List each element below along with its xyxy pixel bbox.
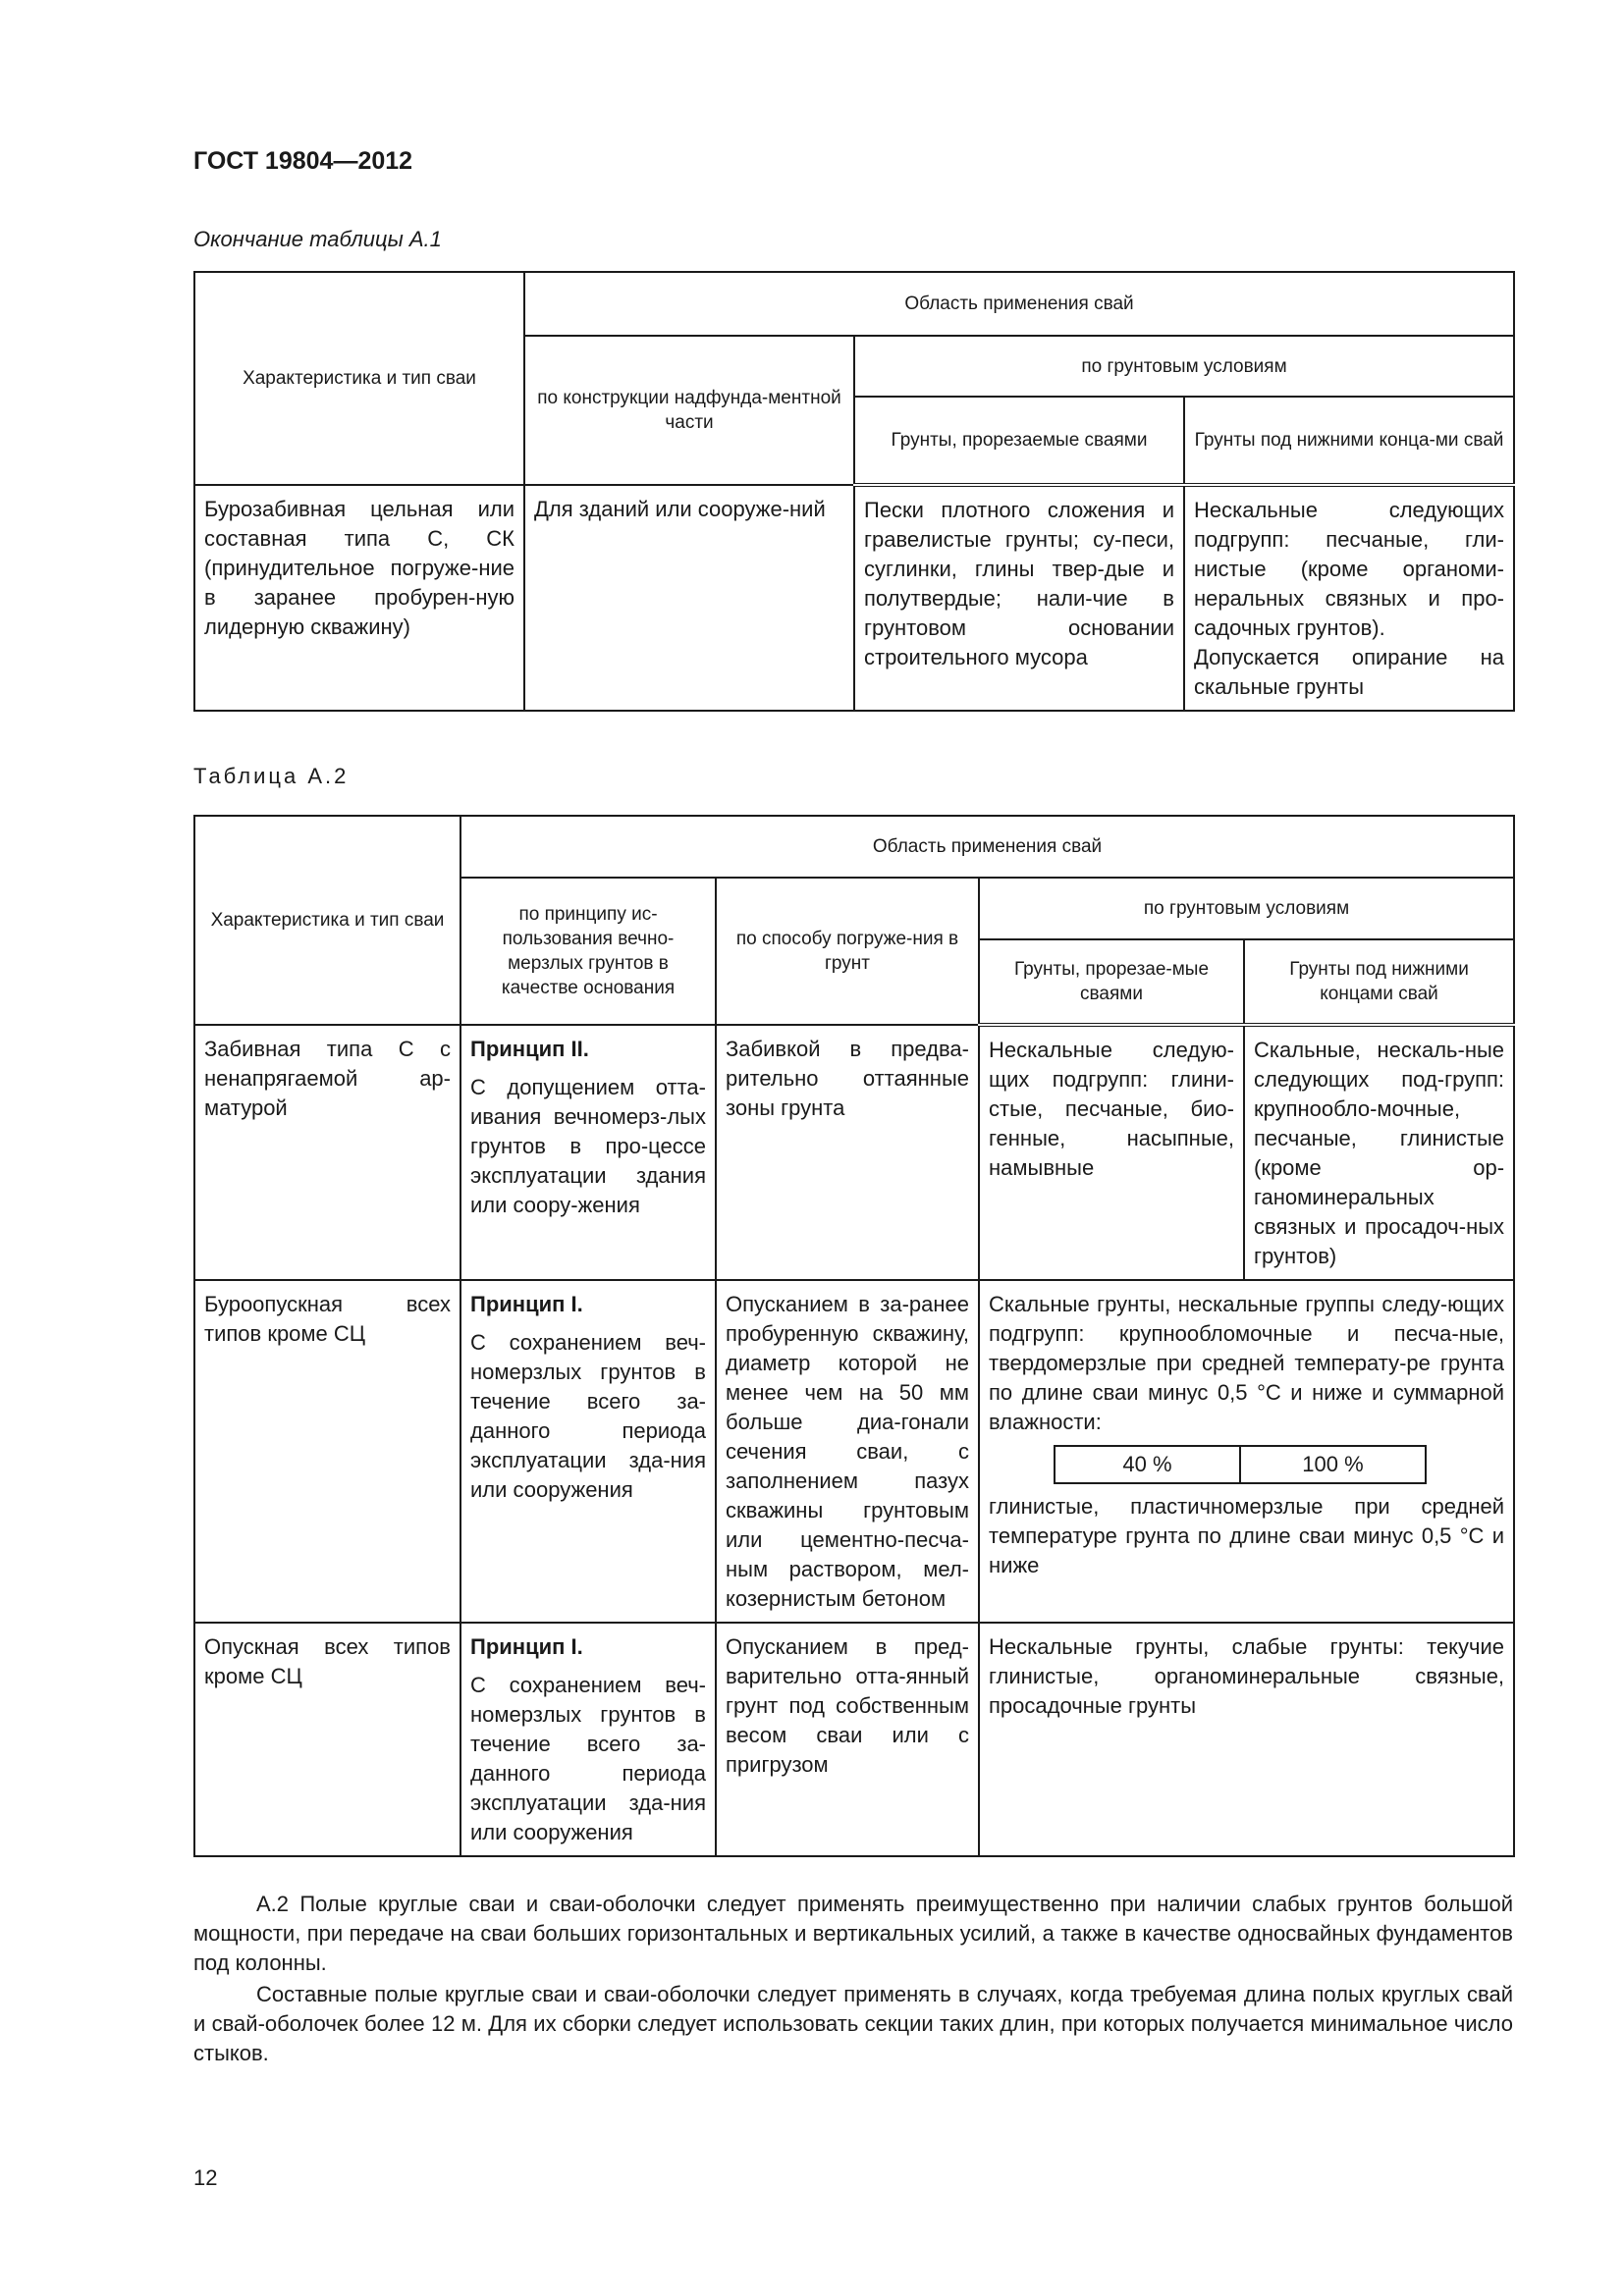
t2-row3-char: Опускная всех типов кроме СЦ bbox=[194, 1623, 460, 1856]
t1-header-by-construction: по конструкции надфунда-ментной части bbox=[524, 336, 854, 485]
t1-header-soils-lower: Грунты под нижними конца-ми свай bbox=[1184, 397, 1514, 485]
paragraph-composite-piles: Составные полые круглые сваи и сваи-оболочки следует применять в случаях, когда требуемая длина полых круглых свай и свай-оболочек более 12 м. Для их сборки следует использовать секции таких длин, при которых получается минимальное число стыков. bbox=[193, 1982, 1513, 2065]
t2-header-soils-lower: Грунты под нижними концами свай bbox=[1244, 939, 1514, 1025]
table-a2 bbox=[193, 815, 1515, 1857]
t1-cell-soils-cut: Пески плотного сложения и гравелистые грунты; су-песи, суглинки, глины твер-дые и полутвердые; нали-чие в грунтовом основании строительного мусора bbox=[854, 485, 1184, 711]
table-a1-end bbox=[193, 271, 1515, 712]
table-row bbox=[194, 485, 1514, 711]
table-row bbox=[194, 1025, 1514, 1280]
t2-row2-principle-title: Принцип I. bbox=[470, 1292, 583, 1316]
table-row bbox=[194, 1623, 1514, 1856]
table-row bbox=[194, 1280, 1514, 1623]
t1-header-char-type: Характеристика и тип сваи bbox=[194, 272, 524, 485]
t2-row3-principle bbox=[460, 1623, 716, 1856]
t1-header-area: Область применения свай bbox=[524, 272, 1514, 336]
t2-row1-principle-title: Принцип II. bbox=[470, 1037, 589, 1061]
t2-header-char-type: Характеристика и тип сваи bbox=[194, 816, 460, 1025]
moisture-table bbox=[1054, 1445, 1427, 1484]
t2-header-by-soil: по грунтовым условиям bbox=[979, 878, 1514, 939]
table2-caption: Таблица А.2 bbox=[193, 764, 350, 788]
t2-header-by-method: по способу погруже-ния в грунт bbox=[716, 878, 979, 1025]
t1-header-by-soil: по грунтовым условиям bbox=[854, 336, 1514, 397]
t2-row1-method: Забивкой в предва-рительно оттаянные зоны грунта bbox=[716, 1025, 979, 1280]
t2-row1-char: Забивная типа С с ненапрягаемой ар-матурой bbox=[194, 1025, 460, 1280]
page-number: 12 bbox=[193, 2165, 218, 2190]
t2-row1-soils-cut: Нескальные следую-щих подгрупп: глини-стые, песчаные, био-генные, насыпные, намывные bbox=[979, 1025, 1244, 1280]
t2-header-area: Область применения свай bbox=[460, 816, 1514, 878]
t2-row2-soils-text2: глинистые, пластичномерзлые при средней температуре грунта по длине сваи минус 0,5 °С и ниже bbox=[989, 1494, 1505, 1577]
t2-row2-soils-text1: Скальные грунты, нескальные группы следу-ющих подгрупп: крупнообломочные и песча-ные, твердомерзлые при средней температу-ре грунта по длине сваи минус 0,5 °С и ниже и суммарной влажности: bbox=[989, 1292, 1505, 1434]
moisture-value-40: 40 % bbox=[1055, 1446, 1240, 1483]
t1-header-soils-cut: Грунты, прорезаемые сваями bbox=[854, 397, 1184, 485]
t2-row1-soils-lower: Скальные, нескаль-ные следующих под-групп: крупнообло-мочные, песчаные, глинистые (кроме ор-ганоминеральных связных и просадоч-ных грунтов) bbox=[1244, 1025, 1514, 1280]
table1-caption: Окончание таблицы А.1 bbox=[193, 227, 442, 251]
t2-header-by-principle: по принципу ис-пользования вечно-мерзлых грунтов в качестве основания bbox=[460, 878, 716, 1025]
t2-row3-principle-text: С сохранением веч-номерзлых грунтов в течение всего за-данного периода эксплуатации зда-ния или сооружения bbox=[470, 1673, 706, 1844]
t2-row2-method: Опусканием в за-ранее пробуренную скважину, диаметр которой не менее чем на 50 мм больше диа-гонали сечения сваи, с заполнением пазух скважины грунтовым или цементно-песча-ным раствором, мел-козернистым бетоном bbox=[716, 1280, 979, 1623]
t2-row2-principle bbox=[460, 1280, 716, 1623]
t2-row3-principle-title: Принцип I. bbox=[470, 1634, 583, 1659]
t1-cell-char: Бурозабивная цельная или составная типа С, СК (принудительное погруже-ние в заранее пробурен-ную лидерную скважину) bbox=[194, 485, 524, 711]
t2-row3-method: Опусканием в пред-варительно отта-янный грунт под собственным весом сваи или с пригрузом bbox=[716, 1623, 979, 1856]
t2-row1-principle-text: С допущением отта-ивания вечномерз-лых грунтов в про-цессе эксплуатации здания или соору-жения bbox=[470, 1075, 706, 1217]
t2-row1-principle bbox=[460, 1025, 716, 1280]
t1-soils-lower-note: Допускается опирание на скальные грунты bbox=[1194, 645, 1505, 699]
t2-row2-soils bbox=[979, 1280, 1514, 1623]
moisture-value-100: 100 % bbox=[1240, 1446, 1426, 1483]
t2-row2-principle-text: С сохранением веч-номерзлых грунтов в течение всего за-данного периода эксплуатации зда-ния или сооружения bbox=[470, 1330, 706, 1502]
t1-cell-construction: Для зданий или сооруже-ний bbox=[524, 485, 854, 711]
t1-cell-soils-lower bbox=[1184, 485, 1514, 711]
t1-soils-lower-text: Нескальные следующих подгрупп: песчаные, гли-нистые (кроме органоми-неральных связных и про-садочных грунтов). bbox=[1194, 498, 1505, 640]
standard-header: ГОСТ 19804—2012 bbox=[193, 147, 413, 175]
t2-row2-char: Буроопускная всех типов кроме СЦ bbox=[194, 1280, 460, 1623]
t2-row3-soils: Нескальные грунты, слабые грунты: текучие глинистые, органоминеральные связные, просадочные грунты bbox=[979, 1623, 1514, 1856]
paragraph-a2: А.2 Полые круглые сваи и сваи-оболочки следует применять преимущественно при наличии слабых грунтов большой мощности, при передаче на сваи больших горизонтальных и вертикальных усилий, а также в качестве односвайных фундаментов под колонны. bbox=[193, 1892, 1513, 1975]
t2-header-soils-cut: Грунты, прорезае-мые сваями bbox=[979, 939, 1244, 1025]
